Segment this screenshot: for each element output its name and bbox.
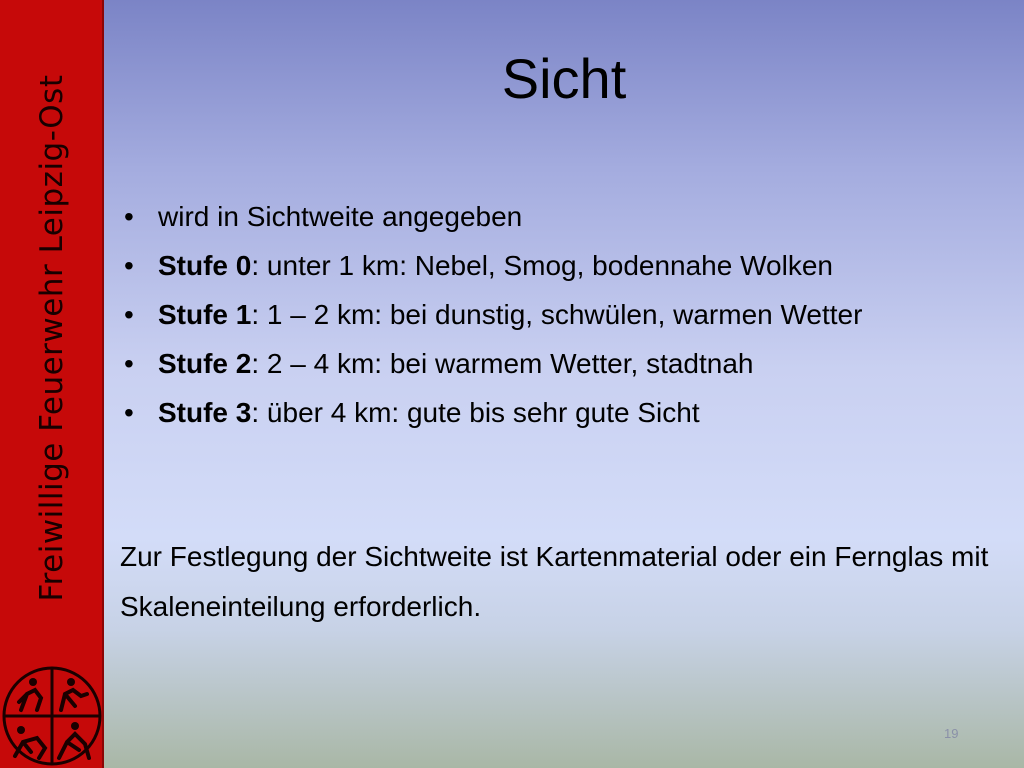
firefighter-emblem-icon xyxy=(1,664,103,768)
slide-number: 19 xyxy=(944,726,959,741)
bullet-icon: • xyxy=(124,397,134,428)
sidebar-banner xyxy=(0,0,104,768)
list-item xyxy=(120,196,1000,237)
bullet-text: : 2 – 4 km: bei warmem Wetter, stadtnah xyxy=(251,348,754,379)
list-item xyxy=(120,392,1000,433)
bullet-text: : 1 – 2 km: bei dunstig, schwülen, warmen Wetter xyxy=(251,299,863,330)
bullet-text: : unter 1 km: Nebel, Smog, bodennahe Wolken xyxy=(251,250,833,281)
organization-name: Freiwillige Feuerwehr Leipzig-Ost xyxy=(34,74,70,602)
bullet-icon: • xyxy=(124,348,134,379)
slide-title: Sicht xyxy=(501,47,627,110)
bullet-level-label: Stufe 3 xyxy=(158,397,252,428)
bullet-level-label: Stufe 2 xyxy=(158,348,252,379)
bullet-icon: • xyxy=(124,299,134,330)
list-item xyxy=(120,343,1000,384)
bullet-list xyxy=(120,196,1000,441)
list-item xyxy=(120,294,1000,335)
bullet-text: : über 4 km: gute bis sehr gute Sicht xyxy=(251,397,700,428)
bullet-icon: • xyxy=(124,250,134,281)
bullet-text: wird in Sichtweite angegeben xyxy=(158,201,523,232)
bullet-level-label: Stufe 1 xyxy=(158,299,252,330)
bullet-level-label: Stufe 0 xyxy=(158,250,252,281)
list-item xyxy=(120,245,1000,286)
bullet-icon: • xyxy=(124,201,134,232)
body-paragraph: Zur Festlegung der Sichtweite ist Kartenmaterial oder ein Fernglas mit Skaleneinteilung erforderlich. xyxy=(120,541,989,622)
